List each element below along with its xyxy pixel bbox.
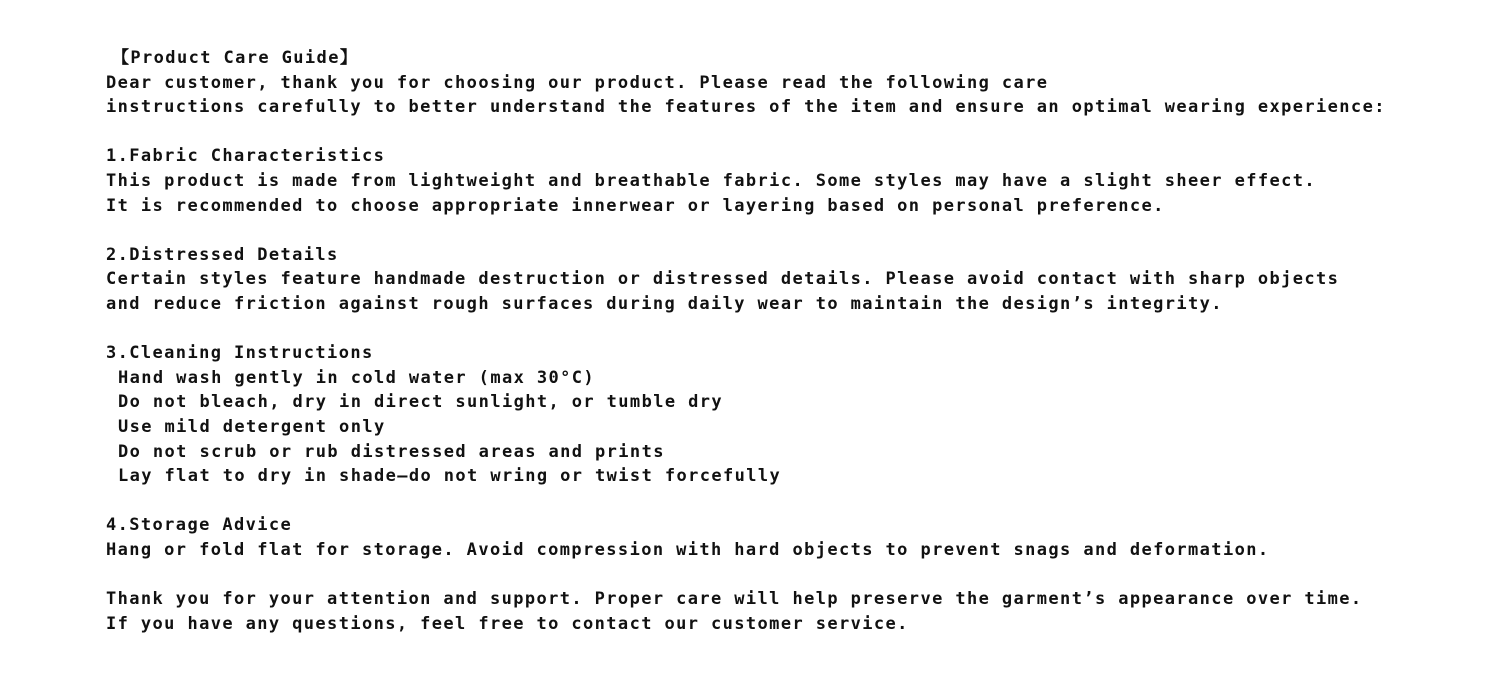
section-line: Certain styles feature handmade destruction or distressed details. Please avoid contact with sharp objects — [106, 269, 1340, 290]
cleaning-item: Do not scrub or rub distressed areas and prints — [118, 441, 665, 462]
section-cleaning — [106, 341, 1496, 489]
cleaning-item: Lay flat to dry in shade—do not wring or twist forcefully — [118, 466, 782, 487]
section-line: It is recommended to choose appropriate innerwear or layering based on personal preference. — [106, 195, 1165, 216]
spacer — [106, 562, 1496, 587]
section-fabric — [106, 144, 1496, 218]
section-heading: 3.Cleaning Instructions — [106, 343, 374, 364]
cleaning-item: Do not bleach, dry in direct sunlight, or tumble dry — [118, 392, 724, 413]
section-line: This product is made from lightweight and breathable fabric. Some styles may have a slight sheer effect. — [106, 170, 1317, 191]
closing-block — [106, 587, 1496, 636]
spacer — [106, 489, 1496, 514]
intro-line: instructions carefully to better understand the features of the item and ensure an optimal wearing experience: — [106, 97, 1386, 118]
cleaning-item: Use mild detergent only — [118, 416, 386, 437]
cleaning-item: Hand wash gently in cold water (max 30°C) — [118, 367, 596, 388]
intro-line: Dear customer, thank you for choosing our product. Please read the following care — [106, 72, 1049, 93]
section-storage — [106, 513, 1496, 562]
section-heading: 4.Storage Advice — [106, 515, 293, 536]
section-heading: 2.Distressed Details — [106, 244, 339, 265]
spacer — [106, 317, 1496, 342]
section-heading: 1.Fabric Characteristics — [106, 146, 386, 167]
closing-line: If you have any questions, feel free to contact our customer service. — [106, 613, 909, 634]
section-line: Hang or fold flat for storage. Avoid compression with hard objects to prevent snags and deformation. — [106, 539, 1270, 560]
spacer — [106, 120, 1496, 145]
spacer — [106, 218, 1496, 243]
section-line: and reduce friction against rough surfaces during daily wear to maintain the design’s integrity. — [106, 293, 1223, 314]
document-title: 【Product Care Guide】 — [112, 48, 359, 68]
section-distressed — [106, 243, 1496, 317]
care-guide-document — [106, 46, 1496, 636]
closing-line: Thank you for your attention and support. Proper care will help preserve the garment’s appearance over time. — [106, 589, 1363, 610]
